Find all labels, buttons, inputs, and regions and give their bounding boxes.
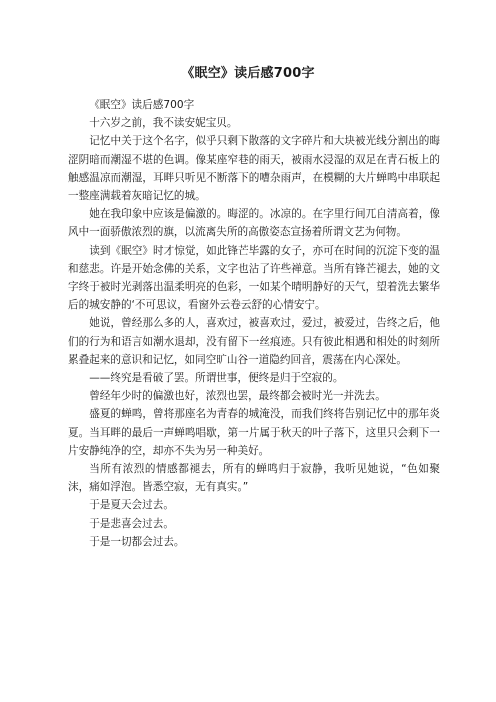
- paragraph: 她说，曾经那么多的人，喜欢过，被喜欢过，爱过，被爱过，告终之后，他们的行为和语言如潮水退却，没有留下一丝痕迹。只有彼此相遇和相处的时刻所累叠起来的意识和记忆，如同空旷山谷一道隐约回音，震荡在内心深处。: [68, 317, 440, 366]
- paragraph: 《眠空》读后感700字: [89, 99, 195, 111]
- paragraph: 盛夏的蝉鸣，曾将那座名为青春的城淹没，而我们终将告别记忆中的那年炎夏。当耳畔的最后一声蝉鸣唱歇，第一片属于秋天的叶子落下，这里只会剩下一片安静纯净的空，却亦不失为另一种美好。: [68, 408, 440, 457]
- paragraph: 于是悲喜会过去。: [89, 517, 174, 530]
- paragraph: ——终究是看破了罢。所谓世事，便终是归于空寂的。: [89, 372, 344, 385]
- paragraph: 读到《眠空》时才惊觉，如此锋芒毕露的女子，亦可在时间的沉淀下变的温和慈悲。许是开始念佛的关系，文字也沾了许些禅意。当所有锋芒褪去，她的文字终于被时光剥落出温柔明亮的色彩，一如某个晴明静好的天气，望着洗去繁华后的城安静的‘不可思议，看窗外云卷云舒的心情安宁。: [68, 244, 440, 312]
- paragraph: 当所有浓烈的情感都褪去，所有的蝉鸣归于寂静，我听见她说，“色如聚沫，痛如浮泡。皆悉空寂，无有真实。”: [68, 463, 440, 494]
- paragraph: 曾经年少时的偏激也好，浓烈也罢，最终都会被时光一并洗去。: [89, 390, 386, 403]
- paragraph: 于是一切都会过去。: [89, 535, 185, 548]
- paragraph: 她在我印象中应该是偏激的。晦涩的。冰凉的。在字里行间兀自清高着，像风中一面骄傲浓烈的旗，以流离失所的高傲姿态宣扬着所谓文艺为何物。: [68, 208, 440, 239]
- paragraph: 于是夏天会过去。: [89, 499, 174, 512]
- document-title: 《眠空》读后感700字: [181, 66, 315, 81]
- document-body: [68, 96, 440, 551]
- paragraph: 记忆中关于这个名字，似乎只剩下散落的文字碎片和大块被光线分割出的晦涩阴暗而潮湿不堪的色调。像某座窄巷的雨天，被雨水浸湿的双足在青石板上的触感温凉而潮湿，耳畔只听见不断落下的嘈杂雨声，在模糊的大片蝉鸣中串联起一整座满载着灰暗记忆的城。: [68, 135, 440, 203]
- paragraph: 十六岁之前，我不读安妮宝贝。: [89, 117, 238, 130]
